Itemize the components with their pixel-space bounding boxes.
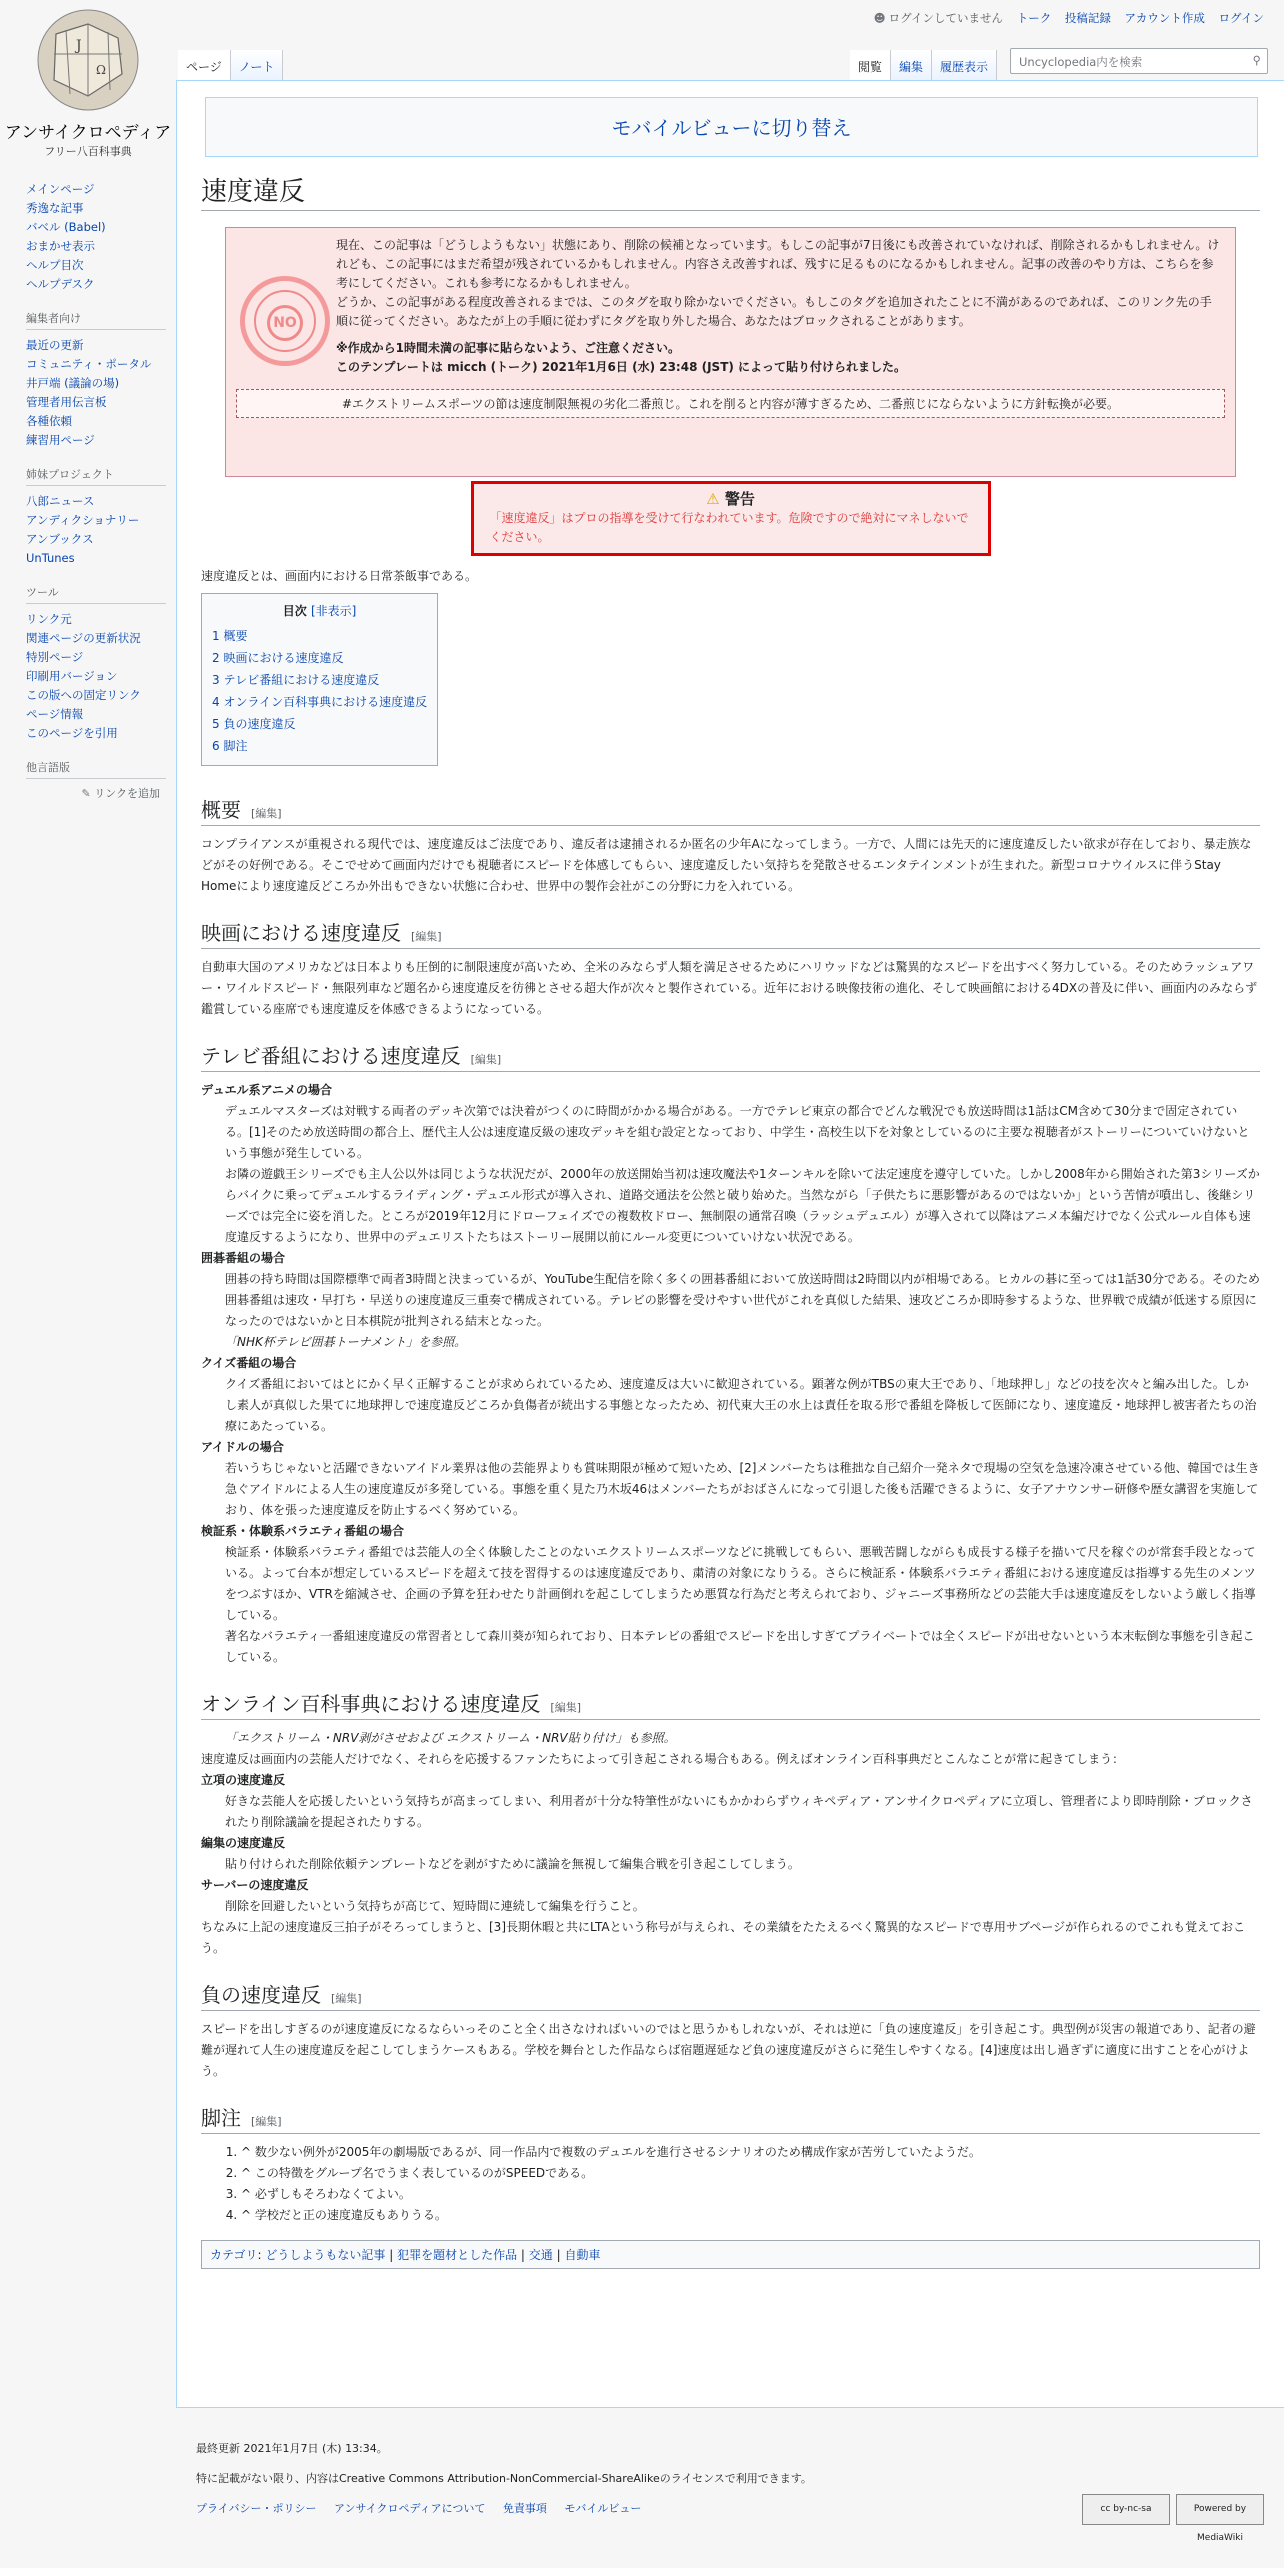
section-text: 貼り付けられた削除依頼テンプレートなどを剥がすために議論を無視して編集合戦を引き起こしてしまう。 (225, 1857, 800, 1871)
sidebar-heading: 姉妹プロジェクト (26, 466, 166, 486)
tab-read[interactable]: 閲覧 (850, 50, 891, 80)
sidebar-item[interactable]: この版への固定リンク (26, 688, 141, 702)
subsection-title: サーバーの速度違反 (201, 1878, 309, 1892)
sidebar-item[interactable]: 最近の更新 (26, 338, 84, 352)
section-heading (201, 1040, 1260, 1072)
section-title: オンライン百科事典における速度違反 (201, 1692, 541, 1716)
category-link[interactable]: どうしようもない記事 (265, 2248, 386, 2262)
sidebar-tools (0, 584, 176, 743)
sidebar-item[interactable]: 練習用ページ (26, 433, 95, 447)
toc-item[interactable]: 1 概要 (212, 629, 248, 643)
section-text: 囲碁の持ち時間は国際標準で両者3時間と決まっているが、YouTube生配信を除く多くの囲碁番組において放送時間は2時間以内が相場である。ヒカルの碁に至っては1話30分である。そのため囲碁番組は速攻・早打ち・早送りの速度違反三重奏で構成されている。テレビの影響を受けやすい世代がこれを真似した結果、速攻どころか即時参するような、世界戦で成績が低迷する原因になったのではないかと日本棋院が批判される結末となった。 (225, 1272, 1260, 1328)
section-text: 好きな芸能人を応援したいという気持ちが高まってしまい、利用者が十分な特筆性がないにもかかわらずウィキペディア・アンサイクロペディアに立項し、管理者により即時削除・ブロックされたり削除議論を提起されたりする。 (225, 1794, 1253, 1829)
search-input[interactable] (1010, 48, 1268, 74)
footnote: 1. ^ 数少ない例外が2005年の劇場版であるが、同一作品内で複数のデュエルを進行させるシナリオのため構成作家が苦労していたようだ。 (241, 2142, 1260, 2163)
last-modified: 最終更新 2021年1月7日 (木) 13:34。 (196, 2442, 388, 2455)
pencil-icon: ✎ (81, 787, 91, 800)
categories-label[interactable]: カテゴリ (210, 2248, 258, 2262)
footnote: 2. ^ この特徴をグループ名でうまく表しているのがSPEEDである。 (241, 2163, 1260, 2184)
toc-toggle[interactable]: [非表示] (310, 604, 357, 618)
sidebar-main (0, 180, 176, 294)
edit-section-link[interactable]: [編集] (470, 1053, 502, 1066)
section-text: コンプライアンスが重視される現代では、速度違反はご法度であり、違反者は逮捕されるか匿名の少年Aになってしまう。一方で、人間には先天的に速度違反したい欲求が存在しており、暴走族などがその好例である。そこでせめて画面内だけでも視聴者にスピードを体感してもらい、速度違反したい気持ちを発散させるエンタテインメントが生まれた。新型コロナウイルスに伴うStay Homeにより速度違反どころか外出もできない状態に合わせ、世界中の製作会社がこの分野に力を入れている。 (201, 837, 1252, 893)
section-text: 自動車大国のアメリカなどは日本よりも圧倒的に制限速度が高いため、全米のみならず人類を満足させるためにハリウッドなどは驚異的なスピードを出すべく努力している。そのためラッシュアワー・ワイルドスピード・無限列車など題名から速度違反を彷彿とさせる超大作が次々と製作されている。近年における映像技術の進化、そして映画館における4DXの普及に伴い、画面内のみならず鑑賞している座席でも速度違反を体感できるようになっている。 (201, 960, 1258, 1016)
seal-text: NO (267, 305, 303, 341)
add-links-link[interactable]: リンクを追加 (94, 787, 160, 800)
sidebar-item[interactable]: リンク元 (26, 612, 72, 626)
section-heading (201, 1688, 1260, 1720)
section-text: 若いうちじゃないと活躍できないアイドル業界は他の芸能界よりも賞味期限が極めて短いため、[2]メンバーたちは稚拙な自己紹介一発ネタで現場の空気を急速冷凍させている他、韓国では生き急ぐアイドルによる人生の速度違反が多発している。事態を重く見た乃木坂46はメンバーたちがおばさんになって引退した後も活躍できるように、女子アナウンサー研修や歴女講習を実施しており、体を張った速度違反を防止するべく努めている。 (225, 1461, 1260, 1517)
sidebar-item[interactable]: 関連ページの更新状況 (26, 631, 141, 645)
create-account-link[interactable]: アカウント作成 (1124, 11, 1205, 25)
sidebar-heading: 他言語版 (26, 759, 166, 779)
tab-talk[interactable]: ノート (231, 50, 284, 80)
sidebar-item[interactable]: ページ情報 (26, 707, 84, 721)
site-subtitle: フリー八百科事典 (44, 145, 132, 158)
toc-title: 目次 (282, 604, 307, 618)
sidebar-item[interactable]: バベル (Babel) (26, 220, 106, 234)
section-text: 検証系・体験系バラエティ番組では芸能人の全く体験したことのないエクストリームスポーツなどに挑戦してもらい、悪戦苦闘しながらも成長する様子を描いて尺を稼ぐのが常套手段となっている。よって台本が想定しているスピードを超えて技を習得するのは速度違反であり、粛清の対象になりうる。さらに検証系・体験系バラエティ番組における速度違反は指導する先生のメンツをつぶすほか、VTRを縮減させ、企画の予算を狂わせたり計画倒れを起こしてしまうため悪質な行為だと考えられており、ジャニーズ事務所などの芸能大手は速度違反をしないよう厳しく指導している。 (225, 1545, 1256, 1622)
subsection-title: クイズ番組の場合 (201, 1356, 297, 1370)
section-text: 著名なバラエティ一番組速度違反の常習者として森川葵が知られており、日本テレビの番組でスピードを出しすぎてプライベートでは全くスピードが出せないという本末転倒な事態を引き起こしている。 (225, 1629, 1255, 1664)
category-link[interactable]: 自動車 (564, 2248, 601, 2262)
sidebar-item[interactable]: 各種依頼 (26, 414, 72, 428)
section-title: 脚注 (201, 2106, 241, 2130)
footer-link[interactable]: アンサイクロペディアについて (333, 2502, 486, 2515)
notice-remark: #エクストリームスポーツの節は速度制限無視の劣化二番煎じ。これを削ると内容が薄すぎるため、二番煎じにならないように方針転換が必要。 (236, 389, 1225, 418)
not-logged-in: ログインしていません (888, 11, 1004, 25)
sidebar-item[interactable]: 井戸端 (議論の場) (26, 376, 120, 390)
user-icon: ☻ (873, 11, 886, 25)
toc-item[interactable]: 6 脚注 (212, 739, 248, 753)
sidebar-item[interactable]: 管理者用伝言板 (26, 395, 107, 409)
sidebar-editors (0, 310, 176, 450)
warning-box (471, 481, 991, 556)
section-title: 映画における速度違反 (201, 921, 401, 945)
tab-page[interactable]: ページ (178, 50, 231, 80)
section-heading (201, 917, 1260, 949)
sidebar-item[interactable]: コミュニティ・ポータル (26, 357, 152, 371)
edit-section-link[interactable]: [編集] (550, 1701, 581, 1714)
mediawiki-badge[interactable]: Powered by MediaWiki (1176, 2494, 1264, 2525)
warning-title: 警告 (724, 490, 755, 508)
footnote: 3. ^ 必ずしもそろわなくてよい。 (241, 2184, 1260, 2205)
footer-link[interactable]: モバイルビュー (564, 2502, 642, 2515)
toc-item[interactable]: 2 映画における速度違反 (212, 651, 344, 665)
puzzle-globe-logo-icon (26, 4, 150, 114)
redeeming-value-seal-icon (240, 276, 330, 366)
tab-history[interactable]: 履歴表示 (932, 50, 997, 80)
mobile-view-switch[interactable]: モバイルビューに切り替え (205, 97, 1258, 157)
footer-badges (1082, 2494, 1264, 2543)
subsection-title: 囲碁番組の場合 (201, 1251, 286, 1265)
view-tabs (850, 50, 997, 80)
sidebar (0, 180, 176, 817)
subsection-title: アイドルの場合 (201, 1440, 284, 1454)
table-of-contents (201, 593, 438, 766)
category-link[interactable]: 交通 (528, 2248, 553, 2262)
sidebar-heading: 編集者向け (26, 310, 166, 330)
site-title: アンサイクロペディア (4, 123, 172, 143)
section-title: 概要 (201, 798, 241, 822)
section-heading (201, 2102, 1260, 2134)
personal-tools (864, 10, 1264, 26)
intro-text: 速度違反とは、画面内における日常茶飯事である。 (201, 569, 478, 583)
sidebar-item[interactable]: おまかせ表示 (26, 239, 95, 253)
sidebar-item[interactable]: UnTunes (26, 551, 75, 565)
notice-text: ※作成から1時間未満の記事に貼らないよう、ご注意ください。 (336, 341, 681, 355)
toc-item[interactable]: 5 負の速度違反 (212, 717, 296, 731)
section-text: クイズ番組においてはとにかく早く正解することが求められているため、速度違反は大いに歓迎されている。顕著な例がTBSの東大王であり、「地球押し」などの技を次々と編み出した。しかし素人が真似した果てに地球押しで速度違反どころか負傷者が続出する事態となったため、初代東大王の水上は責任を取る形で番組を降板して医師になり、速度違反・地球押し被害者たちの治療にあたっている。 (225, 1377, 1257, 1433)
svg-text:J: J (76, 38, 82, 54)
notice-text: どうか、この記事がある程度改善されるまでは、このタグを取り除かないでください。もしこのタグを追加されたことに不満があるのであれば、このリンク先の手順に従ってください。あなたが上の手順に従わずにタグを取り外した場合、あなたはブロックされることがあります。 (336, 295, 1212, 328)
notice-text: 現在、この記事は「どうしようもない」状態にあり、削除の候補となっています。もしこの記事が7日後にも改善されていなければ、削除されるかもしれません。けれども、この記事にはまだ希望が残されているかもしれません。内容さえ改善すれば、残すに足るものになるかもしれません。記事の改善のやり方は、こちらを参考にしてください。これも参考になるかもしれません。 (336, 238, 1220, 290)
see-also-note: 「NHK杯テレビ囲碁トーナメント」を参照。 (225, 1335, 467, 1349)
svg-text:Ω: Ω (96, 63, 106, 77)
toc-item[interactable]: 4 オンライン百科事典における速度違反 (212, 695, 428, 709)
section-text: お隣の遊戯王シリーズでも主人公以外は同じような状況だが、2000年の放送開始当初は速攻魔法や1ターンキルを除いて法定速度を遵守していた。しかし2008年から開始された第3シリーズからバイクに乗ってデュエルするライディング・デュエル形式が導入され、道路交通法を公然と破り始めた。当然ながら「子供たちに悪影響があるのではないか」という苦情が噴出し、後継シリーズでは完全に姿を消した。ところが2019年12月にドローフェイズでの複数枚ドロー、無制限の通常召喚（ラッシュデュエル）が導入されて以降はアニメ本編だけでなく公式ルール自体も速度違反するようになり、世界中のデュエリストたちはストーリー展開以前にルール変更についていけない状況である。 (225, 1167, 1260, 1244)
sidebar-item[interactable]: このページを引用 (26, 726, 118, 740)
deletion-notice (225, 227, 1236, 477)
section-heading (201, 1979, 1260, 2011)
section-text: スピードを出しすぎるのが速度違反になるならいっそのこと全く出さなければいいのではと思うかもしれないが、それは逆に「負の速度違反」を引き起こす。典型例が災害の報道であり、記者の避難が遅れて人生の速度違反を起こしてしまうケースもある。学校を舞台とした作品ならば宿題遅延など負の速度違反がさらに発生しやすくなる。[4]速度は出し過ぎずに適度に出すことを心がけよう。 (201, 2022, 1256, 2078)
category-link[interactable]: 犯罪を題材とした作品 (397, 2248, 518, 2262)
section-text: 削除を回避したいという気持ちが高じて、短時間に連続して編集を行うこと。 (225, 1899, 645, 1913)
category-links: カテゴリ: どうしようもない記事 | 犯罪を題材とした作品 | 交通 | 自動車 (201, 2240, 1260, 2269)
footer-link[interactable]: プライバシー・ポリシー (196, 2502, 317, 2515)
contributions-link[interactable]: 投稿記録 (1064, 11, 1111, 25)
tab-edit[interactable]: 編集 (891, 50, 932, 80)
sidebar-item[interactable]: 印刷用バージョン (26, 669, 118, 683)
cc-license-badge[interactable]: cc by-nc-sa (1082, 2494, 1170, 2525)
sidebar-item[interactable]: ヘルプ目次 (26, 258, 84, 272)
footnote: 4. ^ 学校だと正の速度違反もありうる。 (241, 2205, 1260, 2226)
section-heading (201, 794, 1260, 826)
license-text: 特に記載がない限り、内容はCreative Commons Attribution-NonCommercial-ShareAlikeのライセンスで利用できます。 (196, 2472, 812, 2485)
sidebar-item[interactable]: 秀逸な記事 (26, 201, 84, 215)
page-title: 速度違反 (201, 171, 1260, 211)
site-logo[interactable] (0, 0, 176, 160)
sidebar-item[interactable]: アンディクショナリー (26, 513, 140, 527)
section-title: テレビ番組における速度違反 (201, 1044, 461, 1068)
subsection-title: 立項の速度違反 (201, 1773, 286, 1787)
sidebar-heading: ツール (26, 584, 166, 604)
toc-item[interactable]: 3 テレビ番組における速度違反 (212, 673, 380, 687)
section-text: 速度違反は画面内の芸能人だけでなく、それらを応援するファンたちによって引き起こされる場合もある。例えばオンライン百科事典だとこんなことが常に起きてしまう： (201, 1752, 1125, 1766)
footer (196, 2440, 812, 2530)
content (176, 80, 1284, 2408)
talk-link[interactable]: トーク (1016, 11, 1052, 25)
warning-icon: ⚠ (706, 490, 720, 508)
namespace-tabs (178, 50, 283, 80)
search-icon[interactable]: ⚲ (1252, 53, 1261, 67)
section-text: ちなみに上記の速度違反三拍子がそろってしまうと、[3]長期休暇と共にLTAという称号が与えられ、その業績をたたえるべく驚異的なスピードで専用サブページが作られるのでこれも覚えておこう。 (201, 1920, 1246, 1955)
sidebar-sister (0, 466, 176, 568)
edit-section-link[interactable]: [編集] (331, 1992, 362, 2005)
subsection-title: 検証系・体験系バラエティ番組の場合 (201, 1524, 405, 1538)
login-link[interactable]: ログイン (1218, 11, 1264, 25)
edit-section-link[interactable]: [編集] (411, 930, 442, 943)
sidebar-item[interactable]: メインページ (26, 182, 95, 196)
subsection-title: デュエル系アニメの場合 (201, 1083, 333, 1097)
footer-link[interactable]: 免責事項 (502, 2502, 547, 2515)
section-title: 負の速度違反 (201, 1983, 321, 2007)
sidebar-item[interactable]: ヘルプデスク (26, 277, 95, 291)
section-text: デュエルマスターズは対戦する両者のデッキ次第では決着がつくのに時間がかかる場合がある。一方でテレビ東京の都合でどんな戦況でも放送時間は1話はCM含めて30分まで固定されている。[1]そのため放送時間の都合上、歴代主人公は速度違反級の速攻デッキを組む設定となっており、中学生・高校生以下を対象としているのに主要な視聴者がストーリーについていけないという事態が発生している。 (225, 1104, 1250, 1160)
sidebar-item[interactable]: 八郎ニュース (26, 494, 95, 508)
subsection-title: 編集の速度違反 (201, 1836, 286, 1850)
footnotes (201, 2142, 1260, 2226)
notice-text: このテンプレートは micch (トーク) 2021年1月6日 (水) 23:48 (JST) によって貼り付けられました。 (336, 360, 907, 374)
see-also-note: 「エクストリーム・NRV剥がさせおよび エクストリーム・NRV貼り付け」も参照。 (225, 1731, 676, 1745)
sidebar-languages (0, 759, 176, 801)
sidebar-item[interactable]: 特別ページ (26, 650, 84, 664)
edit-section-link[interactable]: [編集] (251, 2115, 282, 2128)
edit-section-link[interactable]: [編集] (251, 807, 282, 820)
warning-text: 「速度違反」はプロの指導を受けて行なわれています。危険ですので絶対にマネしないでください。 (489, 511, 969, 544)
sidebar-item[interactable]: アンブックス (26, 532, 94, 546)
search-placeholder: Uncyclopedia内を検索 (1019, 55, 1143, 69)
